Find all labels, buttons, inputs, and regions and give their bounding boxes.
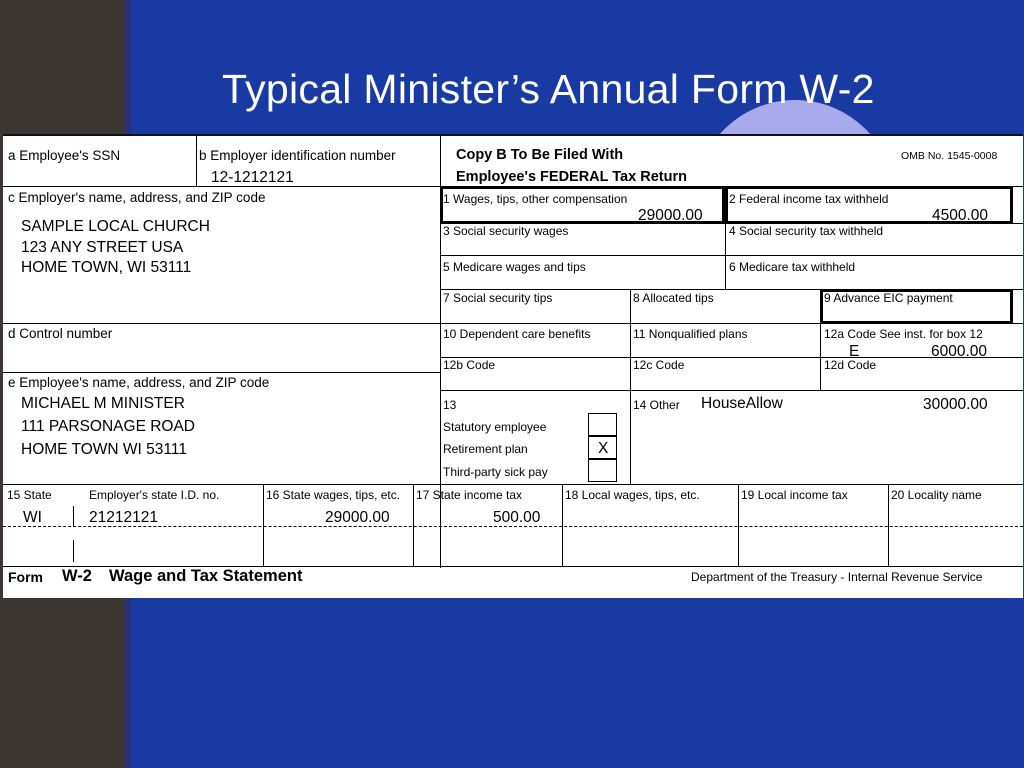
- footer-department: Department of the Treasury - Internal Revenue Service: [691, 570, 983, 584]
- grid-line: [73, 506, 74, 526]
- grid-line: [630, 390, 631, 484]
- employer-city: HOME TOWN, WI 53111: [21, 259, 192, 276]
- box7-label: 7 Social security tips: [443, 291, 553, 305]
- box2-value: 4500.00: [932, 207, 989, 224]
- box14-label: 14 Other: [633, 398, 680, 412]
- state-wages-value: 29000.00: [325, 509, 390, 526]
- state-id-value: 21212121: [89, 509, 158, 526]
- box10-label: 10 Dependent care benefits: [443, 327, 591, 341]
- box8-label: 8 Allocated tips: [633, 291, 714, 305]
- third-party-sick-pay-checkbox[interactable]: [588, 459, 617, 482]
- slide-title: Typical Minister’s Annual Form W-2: [222, 66, 875, 112]
- third-party-sick-pay-label: Third-party sick pay: [443, 465, 548, 479]
- box16-label: 16 State wages, tips, etc.: [266, 488, 401, 502]
- box2-label: 2 Federal income tax withheld: [729, 192, 889, 206]
- box20-label: 20 Locality name: [891, 488, 982, 502]
- grid-line: [738, 484, 739, 566]
- employer-name: SAMPLE LOCAL CHURCH: [21, 218, 210, 235]
- box-e-label: e Employee's name, address, and ZIP code: [8, 375, 270, 390]
- box17-label: 17 State income tax: [416, 488, 523, 502]
- grid-line: [196, 136, 197, 186]
- employee-name: MICHAEL M MINISTER: [21, 395, 185, 412]
- state-tax-value: 500.00: [493, 509, 541, 526]
- copy-b-subtitle: Employee's FEDERAL Tax Return: [456, 169, 687, 185]
- grid-line: [440, 390, 1023, 391]
- box12a-code: E: [849, 343, 860, 360]
- box6-label: 6 Medicare tax withheld: [729, 260, 856, 274]
- box-b-label: b Employer identification number: [199, 148, 396, 163]
- statutory-employee-checkbox[interactable]: [588, 413, 617, 436]
- footer-w2: W-2: [62, 567, 92, 585]
- box13-label: 13: [443, 398, 457, 412]
- omb-number: OMB No. 1545-0008: [901, 150, 998, 162]
- box1-value: 29000.00: [638, 207, 703, 224]
- employee-street: 111 PARSONAGE ROAD: [21, 418, 195, 435]
- box14-description: HouseAllow: [701, 395, 783, 412]
- w2-form: [3, 134, 1023, 598]
- box19-label: 19 Local income tax: [741, 488, 848, 502]
- box15-label: 15 State: [7, 488, 52, 502]
- grid-line: [630, 289, 631, 390]
- box14-value: 30000.00: [923, 396, 988, 413]
- box11-label: 11 Nonqualified plans: [633, 327, 748, 341]
- box1-label: 1 Wages, tips, other compensation: [443, 192, 628, 206]
- copy-b-title: Copy B To Be Filed With: [456, 147, 624, 163]
- box-c-label: c Employer's name, address, and ZIP code: [8, 190, 266, 205]
- grid-line: [73, 540, 74, 562]
- grid-line: [440, 255, 1023, 256]
- box4-label: 4 Social security tax withheld: [729, 224, 884, 238]
- footer-title: Wage and Tax Statement: [109, 567, 303, 585]
- box12b-label: 12b Code: [443, 358, 496, 372]
- box12a-label: 12a Code See inst. for box 12: [824, 327, 983, 341]
- retirement-plan-label: Retirement plan: [443, 442, 528, 456]
- grid-line: [562, 484, 563, 566]
- grid-line: [413, 484, 414, 566]
- grid-line: [3, 484, 1023, 485]
- box9-label: 9 Advance EIC payment: [824, 291, 953, 305]
- grid-line: [263, 484, 264, 566]
- state-value: WI: [23, 509, 42, 526]
- box3-label: 3 Social security wages: [443, 224, 569, 238]
- box-a-label: a Employee's SSN: [8, 148, 121, 163]
- box-b-value: 12-1212121: [211, 169, 294, 186]
- box5-label: 5 Medicare wages and tips: [443, 260, 586, 274]
- grid-line: [3, 372, 440, 373]
- box12d-label: 12d Code: [824, 358, 877, 372]
- employee-city: HOME TOWN WI 53111: [21, 441, 187, 458]
- footer-form-label: Form: [8, 569, 43, 585]
- state-id-label: Employer's state I.D. no.: [89, 488, 220, 502]
- statutory-employee-label: Statutory employee: [443, 420, 547, 434]
- box12a-value: 6000.00: [931, 343, 988, 360]
- grid-line: [888, 484, 889, 566]
- retirement-plan-mark: X: [598, 440, 609, 457]
- box18-label: 18 Local wages, tips, etc.: [565, 488, 700, 502]
- employer-street: 123 ANY STREET USA: [21, 239, 184, 256]
- box12c-label: 12c Code: [633, 358, 685, 372]
- box-d-label: d Control number: [8, 326, 113, 341]
